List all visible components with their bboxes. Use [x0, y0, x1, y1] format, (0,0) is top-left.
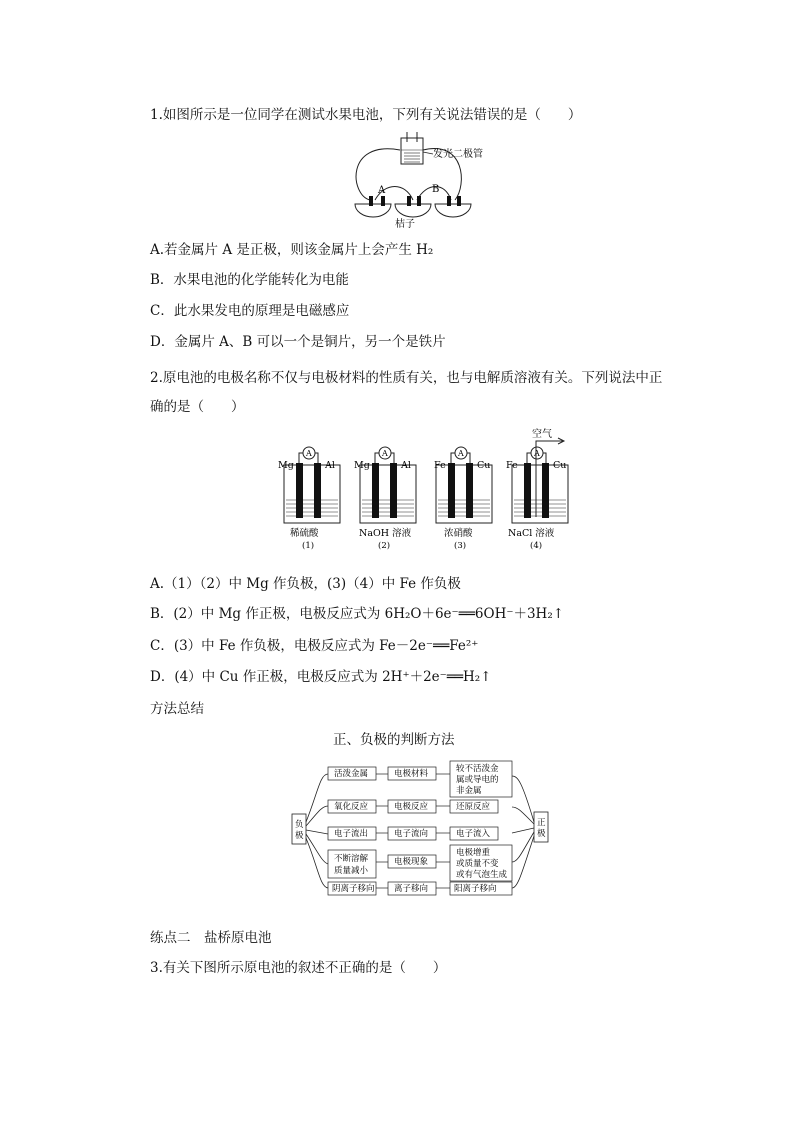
row4-left-line1: 不断溶解 [334, 854, 369, 864]
svg-text:Al: Al [401, 460, 411, 471]
q2-stem-line1: 2.原电池的电极名称不仅与电极材料的性质有关，也与电解质溶液有关。下列说法中正 [150, 370, 663, 386]
q2-option-c: C．(3）中 Fe 作负极，电极反应式为 Fe－2e⁻══Fe²⁺ [150, 638, 479, 654]
svg-text:电极增重: 电极增重 [456, 848, 491, 858]
fruit-battery-figure [345, 130, 485, 230]
svg-text:电子流向: 电子流向 [394, 829, 429, 839]
cell-2 [354, 447, 416, 551]
q1-option-c: C．此水果发电的原理是电磁感应 [150, 303, 350, 319]
q2-option-b: B．(2）中 Mg 作正极，电极反应式为 6H₂O＋6e⁻══6OH⁻＋3H₂↑ [150, 606, 565, 622]
summary-heading: 方法总结 [150, 701, 204, 717]
electrode-cells-figure [272, 425, 572, 555]
electrode-judgement-diagram [290, 762, 550, 900]
led-label: 发光二极管 [433, 149, 483, 160]
q2-stem-line2: 确的是（ ） [150, 399, 245, 415]
svg-text:Cu: Cu [553, 460, 567, 471]
cell-1 [278, 447, 340, 551]
svg-text:或质量不变: 或质量不变 [456, 859, 499, 869]
left-node-label: 负极 [295, 820, 304, 841]
svg-text:电极材料: 电极材料 [394, 769, 429, 779]
svg-text:(4): (4) [530, 541, 543, 551]
right-node-label: 正极 [537, 818, 546, 839]
svg-text:较不活泼金: 较不活泼金 [456, 764, 499, 774]
svg-text:A: A [534, 449, 540, 458]
svg-text:A: A [306, 449, 312, 458]
svg-text:Fe: Fe [506, 460, 518, 471]
air-label: 空气 [532, 429, 552, 440]
q1-option-d: D．金属片 A、B 可以一个是铜片，另一个是铁片 [150, 334, 446, 350]
svg-text:电子流入: 电子流入 [456, 829, 491, 839]
svg-text:电子流出: 电子流出 [334, 829, 369, 839]
svg-text:NaOH 溶液: NaOH 溶液 [359, 528, 412, 539]
svg-text:A: A [458, 449, 464, 458]
svg-text:属或导电的: 属或导电的 [456, 775, 499, 785]
svg-text:非金属: 非金属 [456, 786, 482, 796]
svg-text:A: A [382, 449, 388, 458]
q3-stem: 3.有关下图所示原电池的叙述不正确的是（ ） [150, 960, 447, 976]
svg-text:或有气泡生成: 或有气泡生成 [456, 870, 508, 880]
row4-left-line2: 质量减小 [334, 866, 369, 876]
q2-option-a: A.（1）（2）中 Mg 作负极，(3)（4）中 Fe 作负极 [150, 576, 461, 592]
svg-text:电极现象: 电极现象 [394, 857, 429, 867]
svg-text:电极反应: 电极反应 [394, 802, 429, 812]
label-a: A [378, 185, 386, 196]
svg-text:还原反应: 还原反应 [456, 802, 491, 812]
summary-title: 正、负极的判断方法 [333, 732, 455, 748]
svg-text:(2): (2) [378, 541, 391, 551]
svg-text:Mg: Mg [354, 460, 370, 471]
svg-text:浓硝酸: 浓硝酸 [444, 528, 473, 539]
svg-text:NaCl 溶液: NaCl 溶液 [508, 528, 555, 539]
svg-text:Al: Al [325, 460, 335, 471]
svg-text:离子移向: 离子移向 [394, 884, 429, 894]
svg-text:Fe: Fe [434, 460, 446, 471]
q2-option-d: D．(4）中 Cu 作正极，电极反应式为 2H⁺＋2e⁻══H₂↑ [150, 669, 492, 685]
label-b: B [432, 184, 440, 195]
svg-text:阳离子移向: 阳离子移向 [454, 884, 497, 894]
q1-option-a: A.若金属片 A 是正极，则该金属片上会产生 H₂ [150, 242, 434, 258]
svg-text:稀硫酸: 稀硫酸 [290, 528, 319, 539]
svg-text:Cu: Cu [477, 460, 491, 471]
svg-text:(1): (1) [302, 541, 315, 551]
section2-heading: 练点二 盐桥原电池 [150, 930, 272, 946]
svg-text:Mg: Mg [278, 460, 294, 471]
cell-3 [434, 447, 492, 551]
svg-text:氧化反应: 氧化反应 [334, 802, 369, 812]
svg-text:活泼金属: 活泼金属 [334, 769, 369, 779]
led-tube [401, 138, 423, 164]
cell-4 [506, 438, 568, 551]
svg-text:阴离子移向: 阴离子移向 [332, 884, 375, 894]
svg-text:(3): (3) [454, 541, 467, 551]
q1-stem: 1.如图所示是一位同学在测试水果电池，下列有关说法错误的是（ ） [150, 107, 582, 123]
q1-option-b: B．水果电池的化学能转化为电能 [150, 272, 349, 288]
fruit-label: 桔子 [395, 219, 415, 230]
